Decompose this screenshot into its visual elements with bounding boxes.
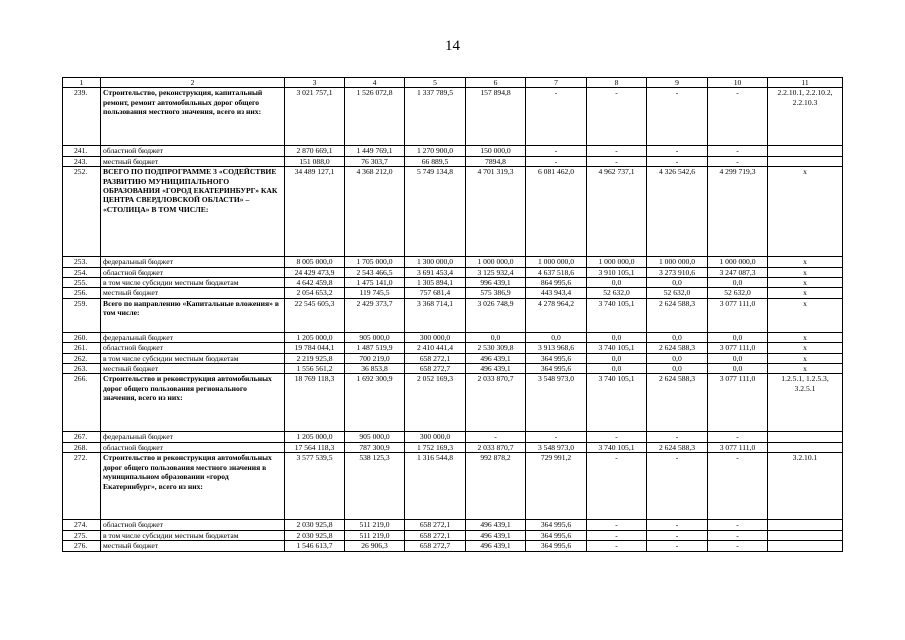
value-cell: 1 000 000,0 [466, 257, 526, 267]
value-cell: 3 548 973,0 [526, 374, 587, 432]
value-cell: 0,0 [708, 364, 768, 374]
value-cell: 1 316 544,8 [405, 453, 466, 520]
value-cell: 151 088,0 [285, 156, 345, 166]
row-label: областной бюджет [101, 520, 285, 530]
column-header: 5 [405, 78, 466, 88]
value-cell: 511 219,0 [345, 520, 405, 530]
value-cell: 3 548 973,0 [526, 442, 587, 452]
value-cell: - [647, 541, 708, 551]
row-label: местный бюджет [101, 156, 285, 166]
value-cell: 17 564 118,3 [285, 442, 345, 452]
row-label: местный бюджет [101, 541, 285, 551]
value-cell: - [647, 453, 708, 520]
value-cell: 34 489 127,1 [285, 167, 345, 257]
row-number: 268. [63, 442, 101, 452]
value-cell: 992 878,2 [466, 453, 526, 520]
row-number: 263. [63, 364, 101, 374]
value-cell: 658 272,7 [405, 541, 466, 551]
value-cell: 119 745,5 [345, 288, 405, 298]
table-row [63, 267, 843, 277]
row-number: 239. [63, 88, 101, 146]
reference-cell: x [768, 288, 843, 298]
reference-cell: 1.2.5.1, 1.2.5.3, 3.2.5.1 [768, 374, 843, 432]
value-cell: 4 642 459,8 [285, 278, 345, 288]
value-cell: - [647, 156, 708, 166]
value-cell: 443 943,4 [526, 288, 587, 298]
value-cell: - [526, 88, 587, 146]
value-cell: - [587, 156, 647, 166]
value-cell: 2 624 588,3 [647, 298, 708, 332]
value-cell: 496 439,1 [466, 364, 526, 374]
value-cell: 0,0 [466, 332, 526, 342]
column-header: 6 [466, 78, 526, 88]
column-header: 8 [587, 78, 647, 88]
table-row [63, 298, 843, 332]
row-number: 241. [63, 146, 101, 156]
table-row [63, 541, 843, 551]
value-cell: - [587, 432, 647, 442]
row-label: областной бюджет [101, 267, 285, 277]
table-row [63, 374, 843, 432]
value-cell: 4 701 319,3 [466, 167, 526, 257]
value-cell: 905 000,0 [345, 332, 405, 342]
column-header: 7 [526, 78, 587, 88]
value-cell: 3 021 757,1 [285, 88, 345, 146]
value-cell: 3 577 539,5 [285, 453, 345, 520]
value-cell: - [466, 432, 526, 442]
value-cell: 2 624 588,3 [647, 343, 708, 353]
value-cell: 1 449 769,1 [345, 146, 405, 156]
value-cell: 4 962 737,1 [587, 167, 647, 257]
value-cell: 1 337 789,5 [405, 88, 466, 146]
value-cell: 0,0 [526, 332, 587, 342]
value-cell: 2 870 669,1 [285, 146, 345, 156]
value-cell: - [708, 432, 768, 442]
value-cell: 364 995,6 [526, 353, 587, 363]
value-cell: 52 632,0 [647, 288, 708, 298]
reference-cell: x [768, 332, 843, 342]
table-row [63, 257, 843, 267]
value-cell: - [708, 156, 768, 166]
row-number: 253. [63, 257, 101, 267]
value-cell: 0,0 [587, 278, 647, 288]
row-label: в том числе субсидии местным бюджетам [101, 353, 285, 363]
column-header: 3 [285, 78, 345, 88]
value-cell: - [526, 432, 587, 442]
value-cell: 3 740 105,1 [587, 343, 647, 353]
row-number: 267. [63, 432, 101, 442]
value-cell: - [587, 520, 647, 530]
value-cell: 5 749 134,8 [405, 167, 466, 257]
value-cell: 1 487 519,9 [345, 343, 405, 353]
value-cell: 1 556 561,2 [285, 364, 345, 374]
value-cell: 7894,8 [466, 156, 526, 166]
row-number: 272. [63, 453, 101, 520]
value-cell: 19 784 044,1 [285, 343, 345, 353]
reference-cell: x [768, 364, 843, 374]
value-cell: 1 000 000,0 [526, 257, 587, 267]
value-cell: 1 000 000,0 [647, 257, 708, 267]
value-cell: 0,0 [587, 332, 647, 342]
row-number: 256. [63, 288, 101, 298]
table-row [63, 453, 843, 520]
value-cell: 2 033 870,7 [466, 442, 526, 452]
value-cell: - [526, 156, 587, 166]
column-header: 1 [63, 78, 101, 88]
table-row [63, 278, 843, 288]
row-label: местный бюджет [101, 364, 285, 374]
row-number: 266. [63, 374, 101, 432]
row-label: ВСЕГО ПО ПОДПРОГРАММЕ 3 «СОДЕЙСТВИЕ РАЗВИТИЮ МУНИЦИПАЛЬНОГО ОБРАЗОВАНИЯ «ГОРОД ЕКАТЕРИНБУРГ» КАК ЦЕНТРА СВЕРДЛОВСКОЙ ОБЛАСТИ» – «СТОЛИЦА» В ТОМ ЧИСЛЕ: [101, 167, 285, 257]
value-cell: 300 000,0 [405, 332, 466, 342]
value-cell: 658 272,1 [405, 353, 466, 363]
value-cell: 496 439,1 [466, 541, 526, 551]
table-row [63, 442, 843, 452]
value-cell: 3 026 748,9 [466, 298, 526, 332]
reference-cell: x [768, 278, 843, 288]
value-cell: 0,0 [647, 364, 708, 374]
value-cell: 3 247 087,3 [708, 267, 768, 277]
row-label: федеральный бюджет [101, 432, 285, 442]
value-cell: 157 894,8 [466, 88, 526, 146]
value-cell: 2 624 588,3 [647, 374, 708, 432]
value-cell: 496 439,1 [466, 353, 526, 363]
value-cell: 1 000 000,0 [587, 257, 647, 267]
value-cell: 3 740 105,1 [587, 442, 647, 452]
row-label: в том числе субсидии местным бюджетам [101, 278, 285, 288]
value-cell: 4 368 212,0 [345, 167, 405, 257]
value-cell: - [708, 530, 768, 540]
value-cell: 757 681,4 [405, 288, 466, 298]
row-label: Всего по направлению «Капитальные вложения» в том числе: [101, 298, 285, 332]
value-cell: 1 205 000,0 [285, 432, 345, 442]
value-cell: - [647, 88, 708, 146]
value-cell: 1 475 141,0 [345, 278, 405, 288]
reference-cell [768, 432, 843, 442]
column-header: 10 [708, 78, 768, 88]
value-cell: - [647, 530, 708, 540]
row-number: 261. [63, 343, 101, 353]
value-cell: 787 300,9 [345, 442, 405, 452]
header-row [63, 78, 843, 88]
table-row [63, 88, 843, 146]
value-cell: 3 910 105,1 [587, 267, 647, 277]
reference-cell: x [768, 257, 843, 267]
value-cell: 2 030 925,8 [285, 530, 345, 540]
value-cell: 0,0 [647, 353, 708, 363]
value-cell: 3 740 105,1 [587, 298, 647, 332]
value-cell: 1 546 613,7 [285, 541, 345, 551]
table-row [63, 146, 843, 156]
value-cell: 2 030 925,8 [285, 520, 345, 530]
value-cell: - [647, 146, 708, 156]
value-cell: 300 000,0 [405, 432, 466, 442]
table-row [63, 520, 843, 530]
value-cell: 1 270 900,0 [405, 146, 466, 156]
table-row [63, 353, 843, 363]
value-cell: 364 995,6 [526, 520, 587, 530]
value-cell: 0,0 [647, 278, 708, 288]
value-cell: 36 853,8 [345, 364, 405, 374]
value-cell: 0,0 [587, 353, 647, 363]
value-cell: 511 219,0 [345, 530, 405, 540]
row-label: местный бюджет [101, 288, 285, 298]
value-cell: - [526, 146, 587, 156]
reference-cell: x [768, 167, 843, 257]
row-number: 252. [63, 167, 101, 257]
value-cell: 2 219 925,8 [285, 353, 345, 363]
value-cell: 3 273 910,6 [647, 267, 708, 277]
value-cell: - [587, 453, 647, 520]
value-cell: - [587, 88, 647, 146]
column-header: 9 [647, 78, 708, 88]
row-label: областной бюджет [101, 442, 285, 452]
value-cell: 26 906,3 [345, 541, 405, 551]
table-row [63, 167, 843, 257]
value-cell: 0,0 [708, 278, 768, 288]
table-row [63, 332, 843, 342]
value-cell: 4 299 719,3 [708, 167, 768, 257]
value-cell: 2 530 309,8 [466, 343, 526, 353]
value-cell: 729 991,2 [526, 453, 587, 520]
value-cell: 24 429 473,9 [285, 267, 345, 277]
page-number: 14 [445, 38, 460, 54]
value-cell: 0,0 [587, 364, 647, 374]
row-number: 274. [63, 520, 101, 530]
row-number: 243. [63, 156, 101, 166]
row-label: федеральный бюджет [101, 332, 285, 342]
value-cell: 658 272,1 [405, 530, 466, 540]
table-row [63, 343, 843, 353]
value-cell: 1 305 894,1 [405, 278, 466, 288]
table-row [63, 432, 843, 442]
value-cell: 658 272,1 [405, 520, 466, 530]
value-cell: 0,0 [647, 332, 708, 342]
row-label: федеральный бюджет [101, 257, 285, 267]
row-label: Строительство и реконструкция автомобильных дорог общего пользования местного значения в муниципальном образовании «город Екатеринбург», всего из них: [101, 453, 285, 520]
value-cell: 905 000,0 [345, 432, 405, 442]
reference-cell: x [768, 298, 843, 332]
value-cell: - [708, 541, 768, 551]
reference-cell: x [768, 267, 843, 277]
value-cell: 2 543 466,5 [345, 267, 405, 277]
value-cell: 3 691 453,4 [405, 267, 466, 277]
value-cell: 4 637 518,6 [526, 267, 587, 277]
value-cell: 0,0 [708, 353, 768, 363]
value-cell: 1 692 300,9 [345, 374, 405, 432]
row-number: 276. [63, 541, 101, 551]
value-cell: 700 219,0 [345, 353, 405, 363]
row-number: 262. [63, 353, 101, 363]
value-cell: - [708, 520, 768, 530]
value-cell: 1 205 000,0 [285, 332, 345, 342]
reference-cell [768, 146, 843, 156]
value-cell: 6 081 462,0 [526, 167, 587, 257]
row-label: областной бюджет [101, 343, 285, 353]
value-cell: 52 632,0 [587, 288, 647, 298]
value-cell: - [708, 88, 768, 146]
reference-cell: 2.2.10.1, 2.2.10.2, 2.2.10.3 [768, 88, 843, 146]
value-cell: 66 889,5 [405, 156, 466, 166]
value-cell: - [708, 453, 768, 520]
value-cell: 8 005 000,0 [285, 257, 345, 267]
column-header: 4 [345, 78, 405, 88]
value-cell: 0,0 [708, 332, 768, 342]
value-cell: 3 077 111,0 [708, 374, 768, 432]
reference-cell [768, 541, 843, 551]
table-row [63, 288, 843, 298]
table-row [63, 156, 843, 166]
value-cell: 496 439,1 [466, 520, 526, 530]
value-cell: 658 272,7 [405, 364, 466, 374]
value-cell: 52 632,0 [708, 288, 768, 298]
reference-cell: x [768, 343, 843, 353]
value-cell: 364 995,6 [526, 364, 587, 374]
value-cell: 996 439,1 [466, 278, 526, 288]
column-header: 11 [768, 78, 843, 88]
value-cell: 22 545 605,3 [285, 298, 345, 332]
column-header: 2 [101, 78, 285, 88]
value-cell: 1 526 072,8 [345, 88, 405, 146]
value-cell: 496 439,1 [466, 530, 526, 540]
reference-cell [768, 520, 843, 530]
value-cell: 2 033 870,7 [466, 374, 526, 432]
value-cell: - [587, 146, 647, 156]
row-number: 275. [63, 530, 101, 540]
value-cell: 864 995,6 [526, 278, 587, 288]
value-cell: 575 386,9 [466, 288, 526, 298]
value-cell: - [647, 432, 708, 442]
value-cell: 76 303,7 [345, 156, 405, 166]
value-cell: - [587, 530, 647, 540]
value-cell: 3 368 714,1 [405, 298, 466, 332]
row-number: 254. [63, 267, 101, 277]
row-label: Строительство, реконструкция, капитальный ремонт, ремонт автомобильных дорог общего пользования местного значения, всего из них: [101, 88, 285, 146]
value-cell: 3 077 111,0 [708, 442, 768, 452]
value-cell: 2 410 441,4 [405, 343, 466, 353]
value-cell: 1 300 000,0 [405, 257, 466, 267]
row-number: 260. [63, 332, 101, 342]
table-row [63, 530, 843, 540]
table-row [63, 364, 843, 374]
value-cell: 1 705 000,0 [345, 257, 405, 267]
reference-cell [768, 156, 843, 166]
row-label: в том числе субсидии местным бюджетам [101, 530, 285, 540]
value-cell: 3 077 111,0 [708, 343, 768, 353]
row-number: 259. [63, 298, 101, 332]
value-cell: - [647, 520, 708, 530]
value-cell: 18 769 118,3 [285, 374, 345, 432]
value-cell: 364 995,6 [526, 530, 587, 540]
row-label: Строительство и реконструкция автомобильных дорог общего пользования регионального значения, всего из них: [101, 374, 285, 432]
value-cell: 1 000 000,0 [708, 257, 768, 267]
row-label: областной бюджет [101, 146, 285, 156]
value-cell: 3 077 111,0 [708, 298, 768, 332]
value-cell: 4 326 542,6 [647, 167, 708, 257]
value-cell: 2 429 373,7 [345, 298, 405, 332]
value-cell: 4 278 964,2 [526, 298, 587, 332]
value-cell: 3 913 968,6 [526, 343, 587, 353]
reference-cell [768, 530, 843, 540]
value-cell: 538 125,3 [345, 453, 405, 520]
reference-cell: 3.2.10.1 [768, 453, 843, 520]
value-cell: 2 624 588,3 [647, 442, 708, 452]
value-cell: 3 125 932,4 [466, 267, 526, 277]
value-cell: - [708, 146, 768, 156]
value-cell: 364 995,6 [526, 541, 587, 551]
row-number: 255. [63, 278, 101, 288]
value-cell: 2 054 653,2 [285, 288, 345, 298]
reference-cell: x [768, 353, 843, 363]
value-cell: 1 752 169,3 [405, 442, 466, 452]
reference-cell [768, 442, 843, 452]
value-cell: - [587, 541, 647, 551]
value-cell: 2 052 169,3 [405, 374, 466, 432]
value-cell: 150 000,0 [466, 146, 526, 156]
value-cell: 3 740 105,1 [587, 374, 647, 432]
budget-table [62, 77, 843, 552]
